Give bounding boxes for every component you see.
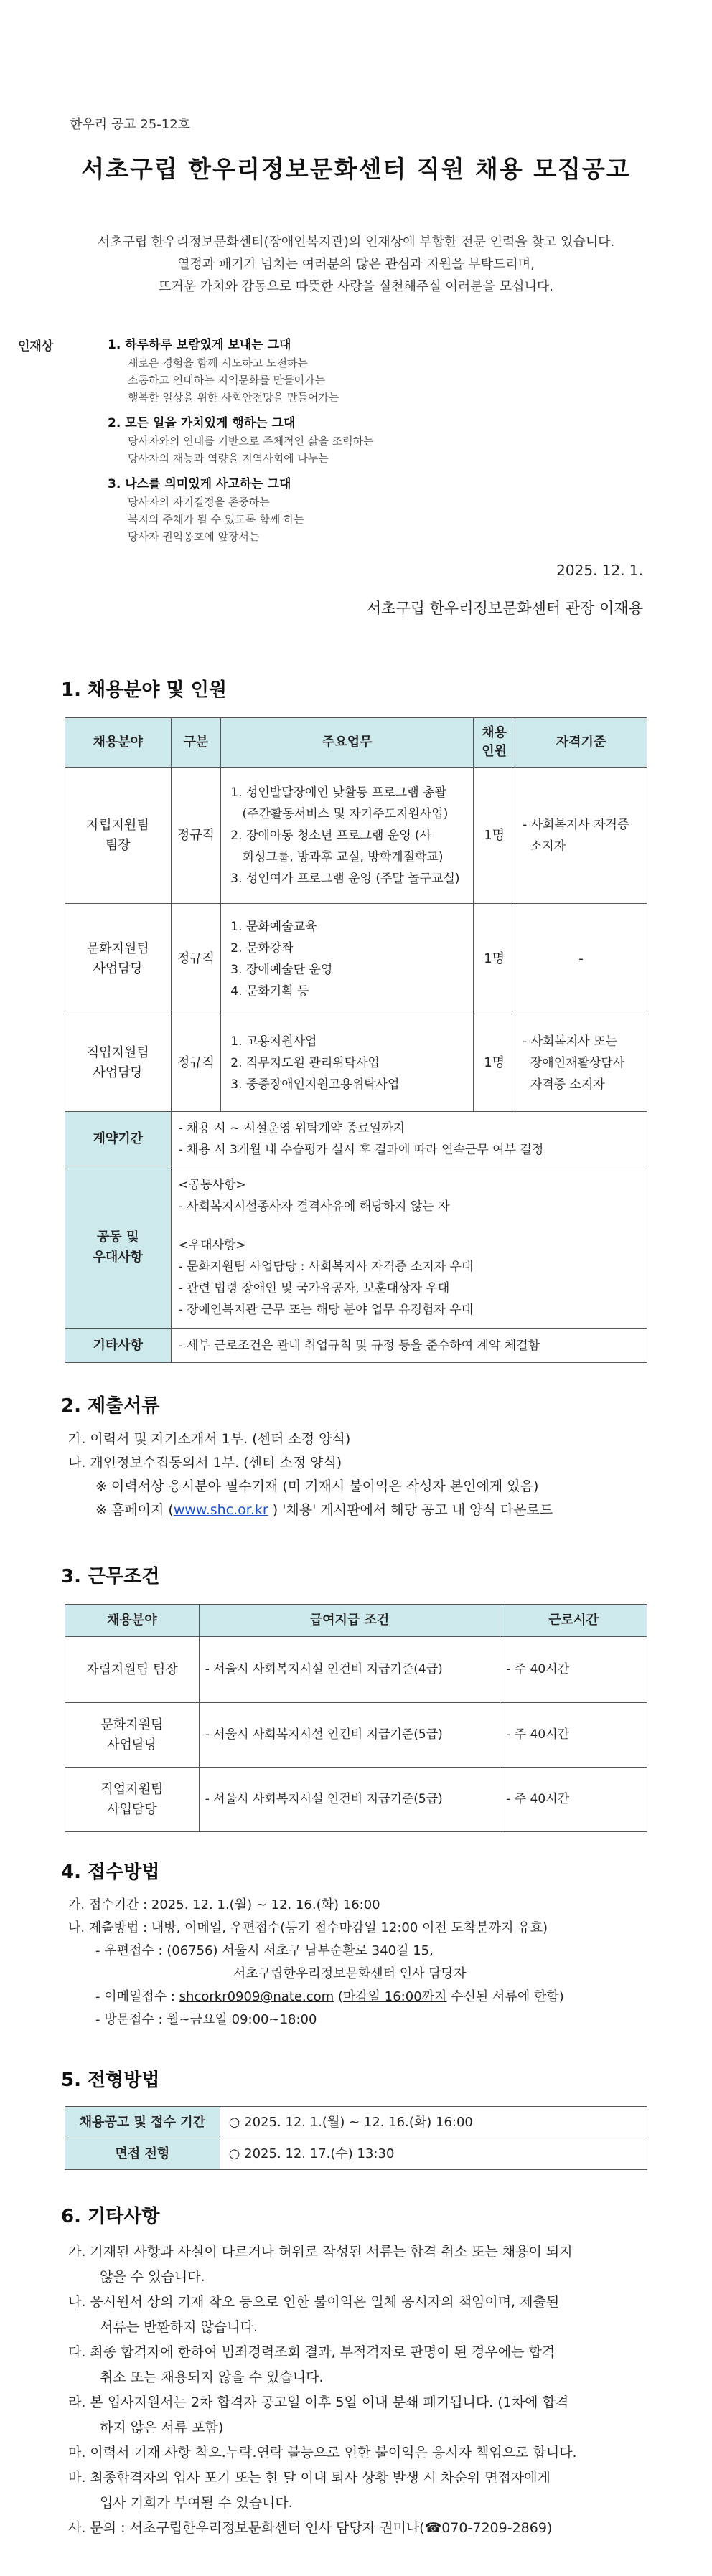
ideal-item-line: 당사자의 자기결정을 존중하는 [128, 496, 270, 509]
field-cell: 문화지원팀 사업담당 [65, 904, 172, 1014]
table-row [65, 1703, 647, 1768]
positions-table [65, 717, 647, 1363]
misc-item: 다. 최종 합격자에 한하여 범죄경력조회 결과, 부적격자로 판명이 된 경우에는 합격 [68, 2344, 556, 2360]
hours-cell: - 주 40시간 [500, 1703, 647, 1768]
table-row [65, 2138, 647, 2170]
documents-note: ※ 이력서상 응시분야 필수기재 (미 기재시 불이익은 작성자 본인에게 있음) [95, 1478, 539, 1494]
application-line: 나. 제출방법 : 내방, 이메일, 우편접수(등기 접수마감일 12:00 이전 도착분까지 유효) [68, 1920, 548, 1935]
section-title-application: 4. 접수방법 [61, 1862, 160, 1883]
type-cell: 정규직 [171, 768, 221, 904]
table-header-row [65, 1605, 647, 1637]
count-cell: 1명 [474, 904, 515, 1014]
selection-label: 면접 전형 [65, 2138, 220, 2170]
common-line: <우대사항> [178, 1237, 246, 1252]
count-cell: 1명 [474, 768, 515, 904]
etc-label: 기타사항 [65, 1329, 172, 1363]
notice-signature: 서초구립 한우리정보문화센터 관장 이재용 [366, 600, 643, 617]
table-header-cell: 채용분야 [65, 1605, 200, 1637]
table-header-cell: 주요업무 [221, 718, 474, 768]
application-line [68, 1986, 678, 2009]
email-text: ( [334, 1989, 343, 2004]
application-line: - 우편접수 : (06756) 서울시 서초구 남부순환로 340길 15, [95, 1943, 434, 1958]
documents-line: 가. 이력서 및 자기소개서 1부. (센터 소정 양식) [68, 1431, 351, 1447]
ideal-item-title: 2. 모든 일을 가치있게 행하는 그대 [108, 416, 296, 430]
ideal-item-line: 당사자의 재능과 역량을 지역사회에 나누는 [128, 452, 329, 465]
email-label: - 이메일접수 : [95, 1989, 179, 2004]
hours-cell: - 주 40시간 [500, 1637, 647, 1703]
qual-cell: - 사회복지사 또는 장애인재활상담사 자격증 소지자 [515, 1014, 647, 1112]
misc-item-cont: 입사 기회가 부여될 수 있습니다. [100, 2495, 293, 2511]
qual-cell: - 사회복지사 자격증 소지자 [515, 768, 647, 904]
contract-content [171, 1112, 647, 1166]
intro-line: 서초구립 한우리정보문화센터(장애인복지관)의 인재상에 부합한 전문 인력을 찾고 있습니다. [97, 235, 615, 250]
section-title-selection: 5. 전형방법 [61, 2070, 160, 2091]
pay-cell: - 서울시 사회복지시설 인건비 지급기준(5급) [199, 1768, 500, 1832]
etc-row [65, 1329, 647, 1363]
table-row [65, 2107, 647, 2138]
intro-line: 열정과 패기가 넘치는 여러분의 많은 관심과 지원을 부탁드리며, [177, 257, 535, 272]
duty-item: 1. 문화예술교육 [230, 919, 317, 934]
count-cell: 1명 [474, 1014, 515, 1112]
common-line: <공통사항> [178, 1177, 246, 1192]
field-cell: 직업지원팀 사업담당 [65, 1768, 200, 1832]
duty-item: 회성그룹, 방과후 교실, 방학계절학교) [230, 849, 444, 864]
notice-number: 한우리 공고 25-12호 [70, 117, 191, 132]
qual-cell: - [515, 904, 647, 1014]
duty-item: 4. 문화기획 등 [230, 983, 309, 999]
intro-line: 뜨거운 가치와 감동으로 따뜻한 사랑을 실천해주실 여러분을 모십니다. [158, 279, 554, 294]
type-cell: 정규직 [171, 1014, 221, 1112]
duty-item: 2. 직무지도원 관리위탁사업 [230, 1055, 380, 1070]
ideal-item-3 [108, 475, 304, 545]
pay-cell: - 서울시 사회복지시설 인건비 지급기준(5급) [199, 1703, 500, 1768]
common-line: - 사회복지시설종사자 결격사유에 해당하지 않는 자 [178, 1199, 450, 1214]
misc-item: 바. 최종합격자의 입사 포기 또는 한 달 이내 퇴사 상황 발생 시 차순위 면접자에게 [68, 2470, 551, 2486]
table-header-row [65, 718, 647, 768]
duty-item: 2. 문화강좌 [230, 940, 294, 956]
contract-line: - 채용 시 ~ 시설운영 위탁계약 종료일까지 [178, 1120, 406, 1136]
ideal-item-title: 1. 하루하루 보람있게 보내는 그대 [108, 338, 291, 352]
duty-item: 3. 중증장애인지원고용위탁사업 [230, 1077, 400, 1092]
homepage-link[interactable]: www.shc.or.kr [173, 1502, 268, 1518]
documents-list [68, 1428, 657, 1522]
misc-item: 마. 이력서 기재 사항 착오.누락.연락 불능으로 인한 불이익은 응시자 책임으로 합니다. [68, 2445, 577, 2461]
hours-cell: - 주 40시간 [500, 1768, 647, 1832]
field-cell: 직업지원팀 사업담당 [65, 1014, 172, 1112]
selection-value: ○ 2025. 12. 17.(수) 13:30 [220, 2138, 647, 2170]
table-row [65, 1637, 647, 1703]
field-cell: 자립지원팀 팀장 [65, 1637, 200, 1703]
duty-item: 1. 고용지원사업 [230, 1034, 317, 1049]
note-text: ※ 홈페이지 ( [95, 1502, 174, 1518]
misc-item: 나. 응시원서 상의 기재 착오 등으로 인한 불이익은 일체 응시자의 책임이며, 제출된 [68, 2294, 560, 2310]
table-header-cell: 근로시간 [500, 1605, 647, 1637]
misc-item: 사. 문의 : 서초구립한우리정보문화센터 인사 담당자 권미나(☎070-7209-2869) [68, 2520, 553, 2536]
contract-label: 계약기간 [65, 1112, 172, 1166]
selection-table [65, 2106, 647, 2170]
field-cell: 자립지원팀 팀장 [65, 768, 172, 904]
application-line: 서초구립한우리정보문화센터 인사 담당자 [233, 1966, 467, 1981]
type-cell: 정규직 [171, 904, 221, 1014]
common-line: - 문화지원팀 사업담당 : 사회복지사 자격증 소지자 우대 [178, 1259, 474, 1274]
intro-text [43, 231, 669, 298]
email-link[interactable]: shcorkr0909@nate.com [179, 1989, 334, 2004]
ideal-item-line: 당사자와의 연대를 기반으로 주체적인 삶을 조력하는 [128, 435, 374, 448]
misc-list [68, 2240, 685, 2541]
note-text: ) '채용' 게시판에서 해당 공고 내 양식 다운로드 [268, 1502, 553, 1518]
etc-content: - 세부 근로조건은 관내 취업규칙 및 규정 등을 준수하여 계약 체결함 [171, 1329, 647, 1363]
table-row [65, 1014, 647, 1112]
duties-cell [221, 768, 474, 904]
duties-cell [221, 904, 474, 1014]
contract-row [65, 1112, 647, 1166]
ideal-item-line: 행복한 일상을 위한 사회안전망을 만들어가는 [128, 391, 339, 404]
conditions-table [65, 1604, 647, 1832]
common-line: - 장애인복지관 근무 또는 해당 분야 업무 유경험자 우대 [178, 1302, 474, 1317]
duties-cell [221, 1014, 474, 1112]
misc-item: 가. 기재된 사항과 사실이 다르거나 허위로 작성된 서류는 합격 취소 또는 채용이 되지 [68, 2244, 573, 2260]
duty-item: (주간활동서비스 및 자기주도지원사업) [230, 806, 449, 821]
ideal-item-line: 복지의 주체가 될 수 있도록 함께 하는 [128, 513, 304, 526]
section-title-conditions: 3. 근무조건 [61, 1566, 160, 1587]
common-label: 공동 및 우대사항 [65, 1166, 172, 1329]
ideal-label: 인재상 [18, 339, 54, 354]
misc-item-cont: 서류는 반환하지 않습니다. [100, 2319, 258, 2335]
duty-item: 3. 성인여가 프로그램 운영 (주말 놀구교실) [230, 871, 460, 886]
common-row [65, 1166, 647, 1329]
table-header-cell: 급여지급 조건 [199, 1605, 500, 1637]
ideal-item-line: 소통하고 연대하는 지역문화를 만들어가는 [128, 374, 326, 387]
misc-item-cont: 하지 않은 서류 포함) [100, 2420, 224, 2435]
duty-item: 3. 장애예술단 운영 [230, 962, 333, 977]
section-title-documents: 2. 제출서류 [61, 1395, 160, 1417]
selection-label: 채용공고 및 접수 기간 [65, 2107, 220, 2138]
ideal-item-line: 새로운 경험을 함께 시도하고 도전하는 [128, 357, 308, 369]
section-title-misc: 6. 기타사항 [61, 2206, 160, 2227]
email-deadline: 마감일 16:00까지 [342, 1989, 447, 2004]
application-line: 가. 접수기간 : 2025. 12. 1.(월) ~ 12. 16.(화) 16:00 [68, 1897, 380, 1912]
table-row [65, 904, 647, 1014]
application-line: - 방문접수 : 월~금요일 09:00~18:00 [95, 2012, 317, 2027]
duty-item: 2. 장애아동 청소년 프로그램 운영 (사 [230, 828, 432, 843]
table-row [65, 768, 647, 904]
notice-date: 2025. 12. 1. [556, 562, 643, 579]
table-header-cell: 채용 인원 [474, 718, 515, 768]
documents-note [68, 1499, 657, 1522]
page-title: 서초구립 한우리정보문화센터 직원 채용 모집공고 [81, 155, 631, 183]
common-content [171, 1166, 647, 1329]
ideal-item-title: 3. 나스를 의미있게 사고하는 그대 [108, 477, 291, 491]
contract-line: - 채용 시 3개월 내 수습평가 실시 후 결과에 따라 연속근무 여부 결정 [178, 1142, 544, 1157]
table-row [65, 1768, 647, 1832]
email-text: 수신된 서류에 한함) [446, 1989, 564, 2004]
duty-item: 1. 성인발달장애인 낮활동 프로그램 총괄 [230, 785, 446, 800]
misc-item: 라. 본 입사지원서는 2차 합격자 공고일 이후 5일 이내 분쇄 폐기됩니다. (1차에 합격 [68, 2395, 569, 2410]
ideal-item-1 [108, 336, 339, 406]
field-cell: 문화지원팀 사업담당 [65, 1703, 200, 1768]
section-title-positions: 1. 채용분야 및 인원 [61, 679, 227, 701]
table-header-cell: 구분 [171, 718, 221, 768]
misc-item-cont: 않을 수 있습니다. [100, 2269, 205, 2285]
common-line: - 관련 법령 장애인 및 국가유공자, 보훈대상자 우대 [178, 1280, 450, 1296]
ideal-item-line: 당사자 권익옹호에 앞장서는 [128, 530, 260, 543]
ideal-item-2 [108, 414, 374, 467]
table-header-cell: 채용분야 [65, 718, 172, 768]
pay-cell: - 서울시 사회복지시설 인건비 지급기준(4급) [199, 1637, 500, 1703]
spacer [179, 1217, 640, 1235]
application-list [68, 1894, 678, 2032]
selection-value: ○ 2025. 12. 1.(월) ~ 12. 16.(화) 16:00 [220, 2107, 647, 2138]
misc-item-cont: 취소 또는 채용되지 않을 수 있습니다. [100, 2369, 324, 2385]
documents-line: 나. 개인정보수집동의서 1부. (센터 소정 양식) [68, 1455, 342, 1471]
table-header-cell: 자격기준 [515, 718, 647, 768]
